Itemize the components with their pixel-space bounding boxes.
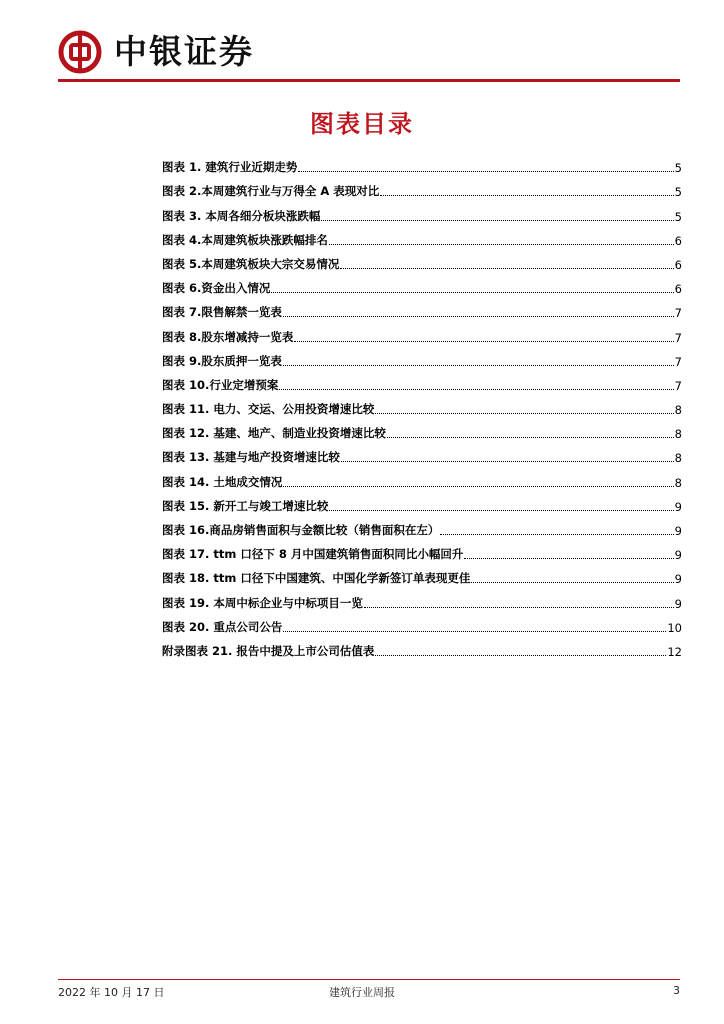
header-divider (58, 79, 680, 82)
toc-entry[interactable] (162, 611, 682, 635)
toc-entry-label: 图表 10.行业定增预案 (162, 377, 279, 392)
toc-entry-label: 图表 15. 新开工与竣工增速比较 (162, 498, 329, 513)
toc-entry-label: 图表 20. 重点公司公告 (162, 619, 283, 634)
brand-name: 中银证券 (114, 32, 254, 71)
table-of-contents (162, 151, 682, 659)
toc-leader-dots (283, 316, 674, 317)
toc-title: 图表目录 (310, 109, 414, 138)
toc-entry-page: 6 (674, 282, 682, 297)
toc-entry-page: 5 (674, 185, 682, 200)
toc-entry[interactable] (162, 562, 682, 586)
toc-entry-label: 图表 13. 基建与地产投资增速比较 (162, 450, 340, 465)
footer-divider (58, 979, 680, 980)
toc-entry-page: 12 (667, 644, 682, 659)
toc-entry-page: 10 (667, 620, 682, 635)
toc-entry[interactable] (162, 393, 682, 417)
toc-entry-label: 图表 19. 本周中标企业与中标项目一览 (162, 595, 363, 610)
toc-leader-dots (298, 171, 673, 172)
toc-entry[interactable] (162, 514, 682, 538)
toc-leader-dots (341, 461, 674, 462)
footer-date: 2022 年 10 月 17 日 (58, 986, 165, 999)
toc-leader-dots (464, 558, 673, 559)
toc-entry[interactable] (162, 635, 682, 659)
toc-entry-page: 8 (674, 403, 682, 418)
toc-entry[interactable] (162, 151, 682, 175)
toc-leader-dots (294, 341, 673, 342)
toc-entry-page: 6 (674, 257, 682, 272)
toc-leader-dots (321, 220, 673, 221)
toc-entry-page: 9 (674, 572, 682, 587)
toc-entry-label: 图表 18. ttm 口径下中国建筑、中国化学新签订单表现更佳 (162, 571, 471, 586)
toc-entry-page: 7 (674, 330, 682, 345)
footer-page-number: 3 (673, 984, 680, 997)
toc-entry-label: 图表 7.限售解禁一览表 (162, 305, 282, 320)
toc-leader-dots (279, 389, 673, 390)
toc-leader-dots (340, 268, 673, 269)
toc-entry-page: 8 (674, 475, 682, 490)
toc-entry[interactable] (162, 320, 682, 344)
toc-entry-label: 图表 17. ttm 口径下 8 月中国建筑销售面积同比小幅回升 (162, 547, 464, 562)
toc-entry[interactable] (162, 538, 682, 562)
toc-entry[interactable] (162, 369, 682, 393)
toc-entry-label: 图表 16.商品房销售面积与金额比较（销售面积在左） (162, 523, 440, 537)
toc-entry-label: 图表 9.股东质押一览表 (162, 353, 282, 368)
toc-entry[interactable] (162, 248, 682, 272)
toc-entry[interactable] (162, 199, 682, 223)
toc-entry-page: 7 (674, 378, 682, 393)
toc-leader-dots (375, 413, 673, 414)
toc-entry-page: 7 (674, 354, 682, 369)
toc-entry-page: 7 (674, 306, 682, 321)
toc-leader-dots (283, 631, 666, 632)
toc-entry-page: 9 (674, 499, 682, 514)
toc-entry[interactable] (162, 224, 682, 248)
toc-entry-page: 8 (674, 427, 682, 442)
toc-entry-label: 图表 14. 土地成交情况 (162, 474, 283, 489)
toc-entry-page: 8 (674, 451, 682, 466)
toc-entry-label: 图表 6.资金出入情况 (162, 281, 271, 296)
toc-entry-label: 图表 8.股东增减持一览表 (162, 329, 294, 344)
toc-leader-dots (329, 510, 673, 511)
toc-entry-page: 6 (674, 233, 682, 248)
toc-leader-dots (471, 582, 673, 583)
toc-entry-label: 图表 12. 基建、地产、制造业投资增速比较 (162, 426, 386, 441)
footer-report-name: 建筑行业周报 (329, 986, 395, 999)
toc-entry[interactable] (162, 490, 682, 514)
toc-entry[interactable] (162, 345, 682, 369)
toc-entry-label: 图表 1. 建筑行业近期走势 (162, 160, 298, 175)
toc-entry[interactable] (162, 417, 682, 441)
toc-leader-dots (329, 244, 674, 245)
toc-entry[interactable] (162, 272, 682, 296)
toc-entry-label: 图表 2.本周建筑行业与万得全 A 表现对比 (162, 184, 380, 199)
toc-entry[interactable] (162, 441, 682, 465)
toc-leader-dots (387, 437, 674, 438)
toc-entry-page: 5 (674, 209, 682, 224)
toc-leader-dots (440, 534, 673, 535)
toc-entry-label: 图表 5.本周建筑板块大宗交易情况 (162, 256, 340, 271)
toc-entry[interactable] (162, 465, 682, 489)
toc-entry-label: 图表 4.本周建筑板块涨跌幅排名 (162, 232, 328, 247)
toc-entry-label: 图表 11. 电力、交运、公用投资增速比较 (162, 402, 375, 417)
page-header (58, 28, 680, 78)
toc-entry[interactable] (162, 586, 682, 610)
toc-entry[interactable] (162, 296, 682, 320)
toc-entry-page: 9 (674, 548, 682, 563)
toc-entry[interactable] (162, 175, 682, 199)
toc-leader-dots (283, 486, 673, 487)
toc-leader-dots (283, 365, 674, 366)
toc-entry-label: 图表 3. 本周各细分板块涨跌幅 (162, 208, 321, 223)
toc-entry-page: 5 (674, 161, 682, 176)
toc-entry-page: 9 (674, 524, 682, 538)
toc-entry-page: 9 (674, 596, 682, 611)
toc-leader-dots (375, 655, 666, 656)
toc-leader-dots (380, 195, 673, 196)
toc-leader-dots (271, 292, 673, 293)
bank-of-china-logo-icon (58, 30, 102, 74)
toc-entry-label: 附录图表 21. 报告中提及上市公司估值表 (162, 643, 375, 658)
toc-leader-dots (364, 607, 674, 608)
